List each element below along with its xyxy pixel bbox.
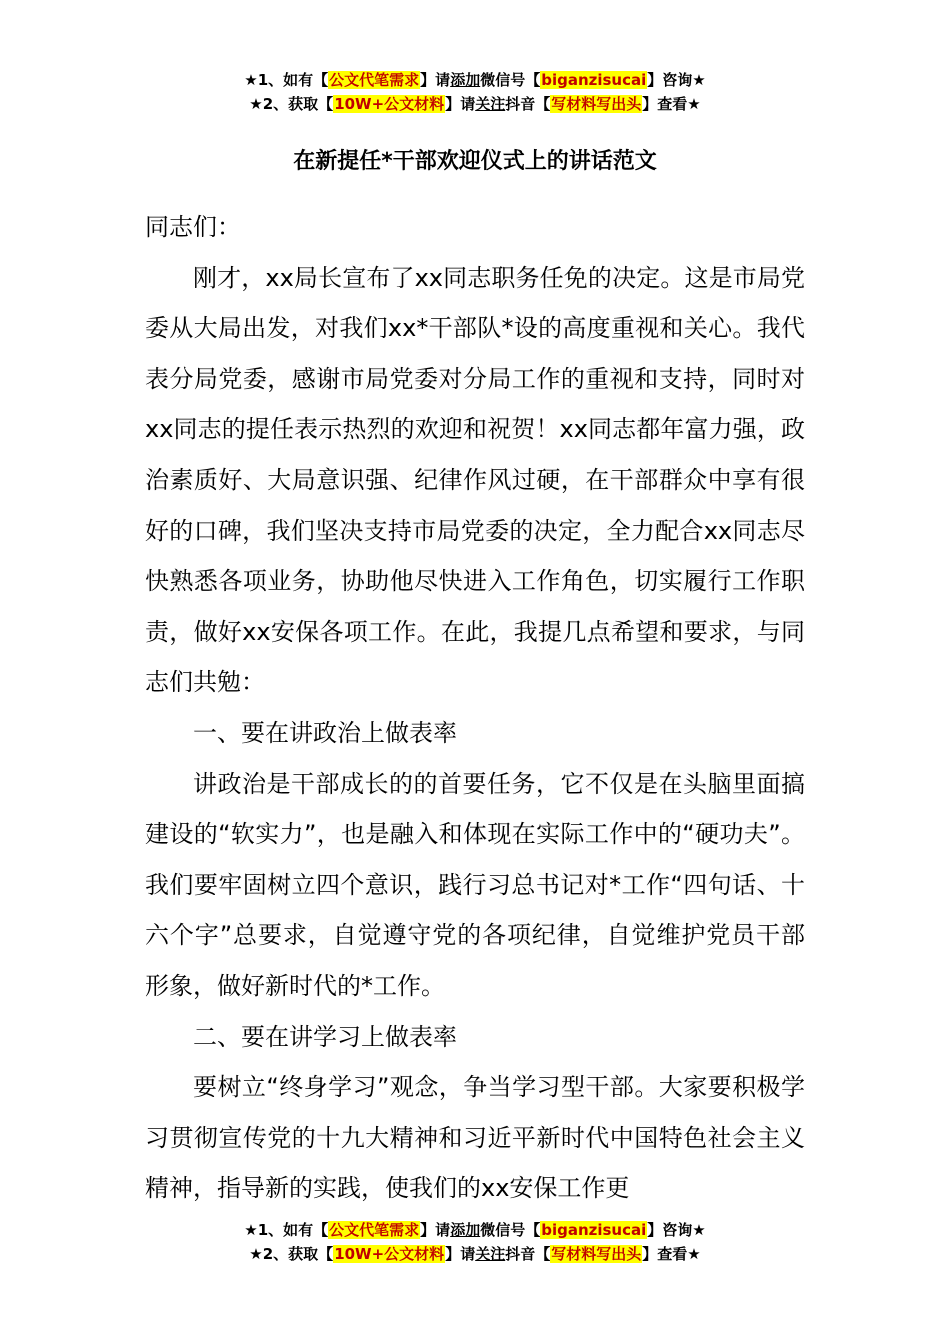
paragraph: 刚才，xx局长宣布了xx同志职务任免的决定。这是市局党委从大局出发，对我们xx*干部队*设的高度重视和关心。我代表分局党委，感谢市局党委对分局工作的重视和支持，同时对xx同志的提任表示热烈的欢迎和祝贺！xx同志都年富力强，政治素质好、大局意识强、纪律作风过硬，在干部群众中享有很好的口碑，我们坚决支持市局党委的决定，全力配合xx同志尽快熟悉各项业务，协助他尽快进入工作角色，切实履行工作职责，做好xx安保各项工作。在此，我提几点希望和要求，与同志们共勉：	[145, 263, 805, 697]
footer-banner	[0, 1218, 950, 1266]
highlight-douyin-account: 写材料写出头	[551, 1245, 642, 1263]
banner-line-2: ★2、获取【10W+公文材料】请关注抖音【写材料写出头】查看★	[249, 1245, 701, 1263]
document-title: 在新提任*干部欢迎仪式上的讲话范文	[293, 149, 657, 174]
highlight-service: 公文代笔需求	[329, 71, 420, 89]
highlight-materials: 10W+公文材料	[334, 95, 445, 113]
paragraph: 讲政治是干部成长的的首要任务，它不仅是在头脑里面搞建设的“软实力”，也是融入和体现在实际工作中的“硬功夫”。我们要牢固树立四个意识，践行习总书记对*工作“四句话、十六个字”总要求，自觉遵守党的各项纪律，自觉维护党员干部形象，做好新时代的*工作。	[145, 769, 805, 1000]
header-banner	[0, 68, 950, 116]
banner-line-2: ★2、获取【10W+公文材料】请关注抖音【写材料写出头】查看★	[249, 95, 701, 113]
highlight-wechat-id: biganzisucai	[541, 1221, 647, 1239]
section-heading: 一、要在讲政治上做表率	[193, 718, 457, 747]
highlight-douyin-account: 写材料写出头	[551, 95, 642, 113]
highlight-materials: 10W+公文材料	[334, 1245, 445, 1263]
highlight-service: 公文代笔需求	[329, 1221, 420, 1239]
section-heading: 二、要在讲学习上做表率	[193, 1022, 457, 1051]
banner-line-1: ★1、如有【公文代笔需求】请添加微信号【biganzisucai】咨询★	[244, 71, 706, 89]
salutation: 同志们：	[145, 213, 241, 241]
document-body	[145, 202, 805, 1214]
highlight-wechat-id: biganzisucai	[541, 71, 647, 89]
banner-line-1: ★1、如有【公文代笔需求】请添加微信号【biganzisucai】咨询★	[244, 1221, 706, 1239]
paragraph: 要树立“终身学习”观念，争当学习型干部。大家要积极学习贯彻宣传党的十九大精神和习近平新时代中国特色社会主义精神，指导新的实践，使我们的xx安保工作更	[145, 1073, 805, 1203]
